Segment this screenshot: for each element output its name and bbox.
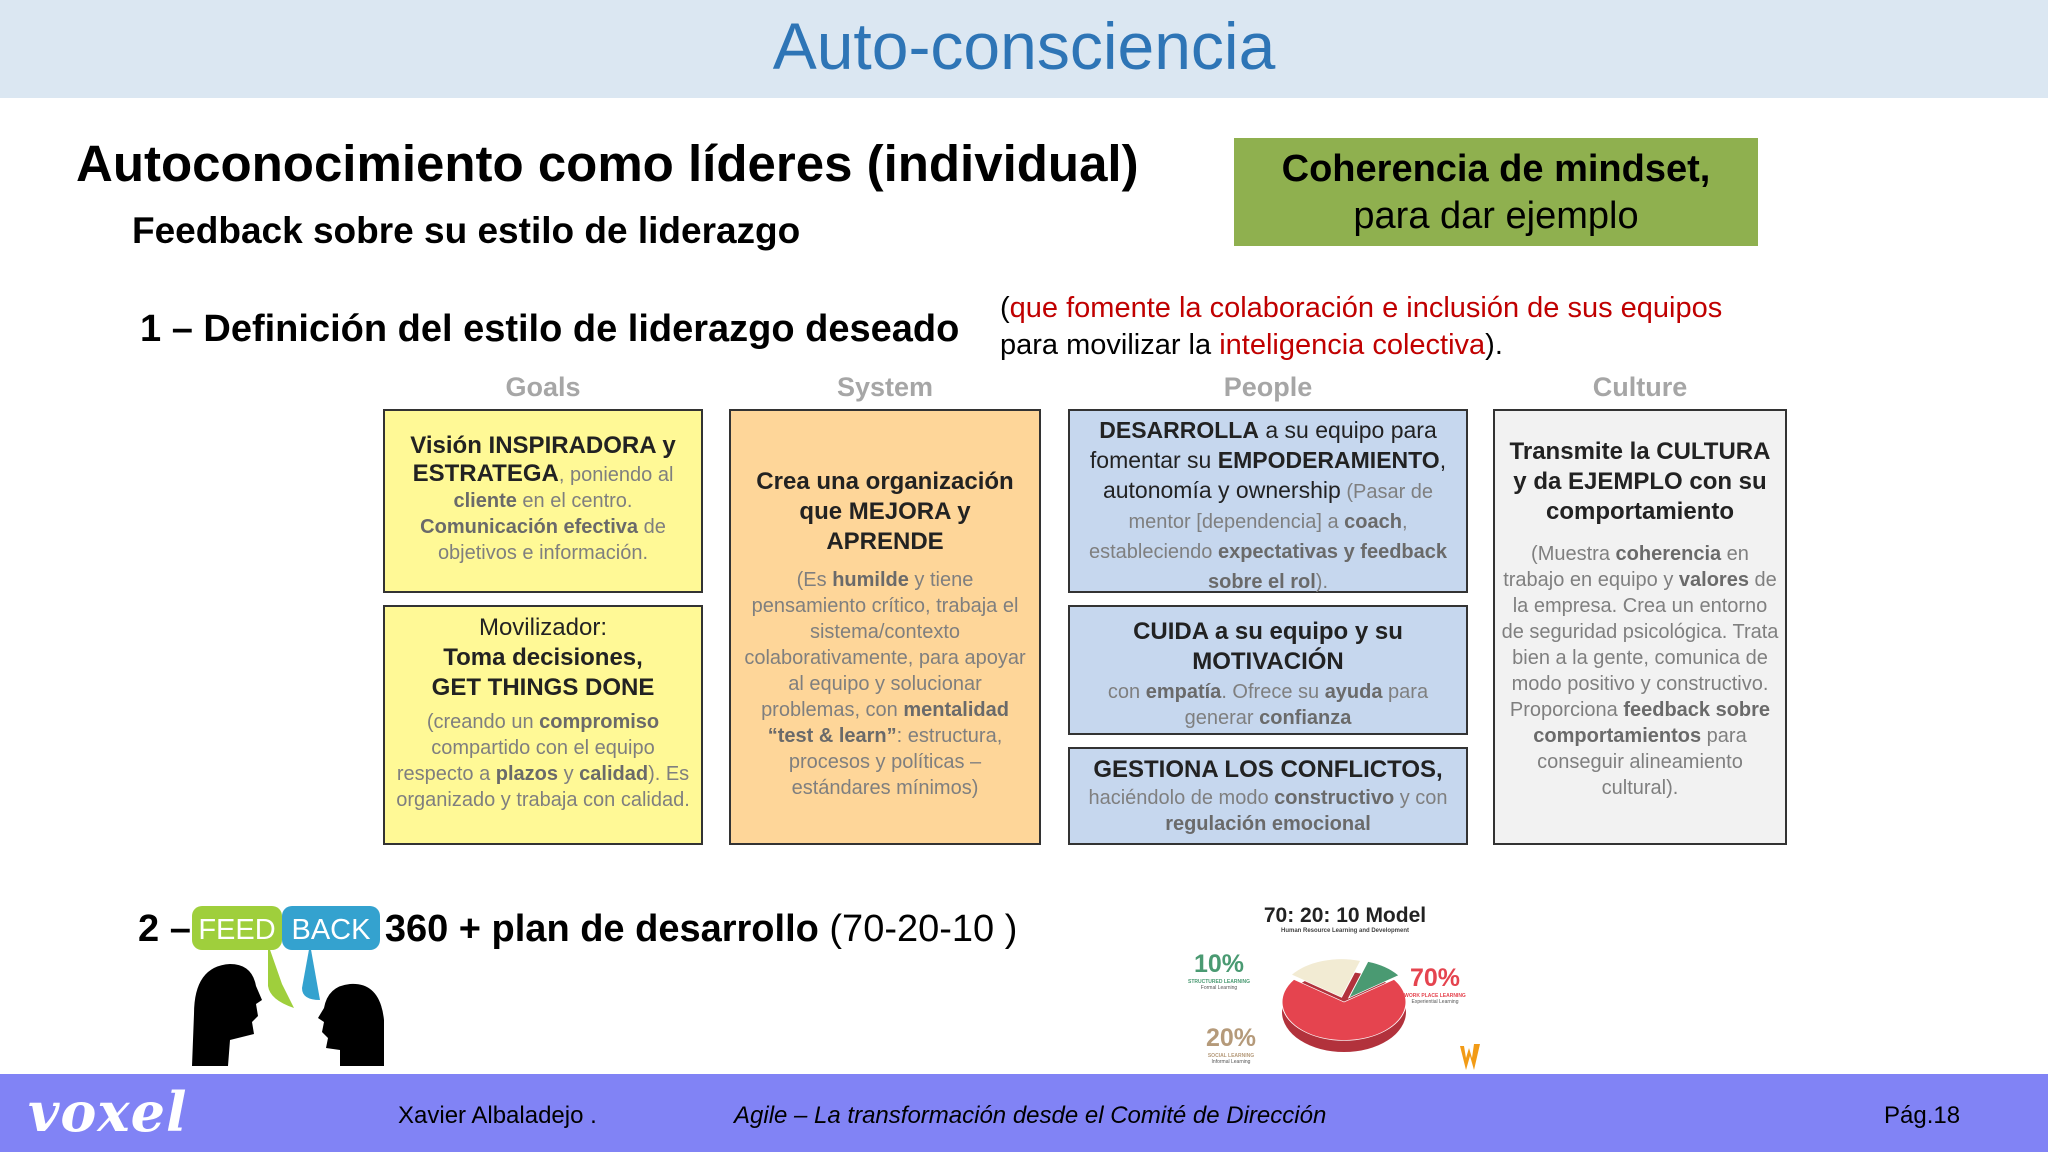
text: Transmite la CULTURA y da EJEMPLO con su comportamiento	[1509, 438, 1771, 525]
text: haciéndolo de modo	[1088, 787, 1275, 809]
text: con	[1107, 681, 1146, 703]
text: SOCIAL LEARNING	[1207, 1053, 1255, 1059]
column-header-goals: Goals	[505, 372, 581, 402]
text: ESTRATEGA	[412, 460, 559, 487]
text: EMPODERAMIENTO	[1217, 447, 1440, 473]
note-mid: para movilizar la	[1000, 329, 1220, 361]
text: expectativas y feedback sobre el rol	[1207, 541, 1447, 593]
head-silhouette-left	[192, 964, 262, 1066]
speech-tail-green	[268, 944, 294, 1008]
mindset-highlight-box	[1234, 138, 1758, 246]
text: y	[655, 432, 676, 459]
column-header-people: People	[1223, 372, 1313, 402]
text: , estableciendo	[1088, 511, 1408, 563]
step-1-label: 1 – Definición del estilo de liderazgo deseado	[140, 308, 960, 350]
note-red-1: que fomente la colaboración e inclusión de sus equipos	[1009, 292, 1723, 324]
step-1-note	[1000, 290, 1722, 364]
text: 10%	[1193, 950, 1245, 978]
text: WORK PLACE LEARNING	[1404, 993, 1466, 999]
text: para generar	[1184, 681, 1429, 729]
note-red-2: inteligencia colectiva	[1219, 329, 1486, 361]
text: INSPIRADORA	[488, 432, 656, 459]
text: , autonomía y ownership	[1102, 447, 1447, 503]
text: STRUCTURED LEARNING	[1188, 979, 1250, 985]
text: a su equipo para fomentar su	[1089, 417, 1437, 473]
feedback-illustration	[190, 904, 386, 1066]
model-legend-70	[1400, 964, 1470, 1005]
model-legend-10	[1184, 950, 1254, 991]
footer-page-number: Pág.18	[1884, 1102, 1961, 1129]
culture-box	[1493, 409, 1787, 845]
text: regulación emocional	[1165, 813, 1371, 835]
text: y tiene pensamiento crítico, trabaja el sistema/contexto colaborativamente, para apoyar al equipo y solucionar problemas, con	[744, 569, 1026, 721]
model-subtitle: Human Resource Learning and Development	[1280, 928, 1410, 934]
text: Comunicación efectiva	[420, 516, 639, 538]
text: valores	[1678, 569, 1749, 591]
text: ).	[1315, 571, 1329, 593]
text: 20%	[1205, 1024, 1257, 1052]
model-pie	[1260, 956, 1420, 1056]
step-2-bold: 360 + plan de desarrollo	[384, 908, 819, 950]
head-silhouette-right	[318, 984, 384, 1066]
text: : estructura, procesos y políticas – estándares mínimos)	[788, 725, 1003, 799]
text: , poniendo al	[558, 464, 674, 486]
highlight-line-2: para dar ejemplo	[1353, 195, 1639, 237]
text: compromiso	[539, 711, 660, 733]
speech-tail-blue	[302, 944, 320, 1000]
text: DESARROLLA	[1099, 417, 1259, 443]
text: 70%	[1409, 964, 1461, 992]
model-70-20-10-graphic	[1180, 898, 1480, 1074]
text: GET THINGS DONE	[431, 674, 655, 701]
text: ). Es organizado y trabaja con calidad.	[396, 763, 690, 811]
text: Informal Learning	[1211, 1059, 1251, 1065]
text: mentalidad	[903, 699, 1009, 721]
text: Visión	[410, 432, 489, 459]
feedback-word-back: BACK	[291, 914, 371, 946]
model-title: 70: 20: 10 Model	[1263, 904, 1427, 927]
column-header-culture: Culture	[1592, 372, 1688, 402]
text: Crea una organización que MEJORA y APRENDE	[756, 468, 1014, 555]
text: (creando un	[426, 711, 540, 733]
text: y	[558, 763, 580, 785]
text: Toma decisiones,	[443, 644, 643, 671]
model-legend-20	[1196, 1024, 1266, 1065]
text: coach	[1344, 511, 1402, 533]
text: Formal Learning	[1200, 985, 1238, 991]
text: confianza	[1259, 707, 1352, 729]
text: “test & learn”	[767, 725, 897, 747]
text: GESTIONA LOS CONFLICTOS,	[1093, 756, 1443, 783]
text: en el centro.	[516, 490, 633, 512]
model-logo-icon	[1458, 1042, 1480, 1072]
text: . Ofrece su	[1221, 681, 1325, 703]
text: (Pasar de mentor [dependencia] a	[1128, 481, 1434, 533]
text: cliente	[453, 490, 517, 512]
column-header-system: System	[836, 372, 934, 402]
highlight-line-1: Coherencia de mindset,	[1281, 148, 1711, 190]
voxel-logo: voxel	[28, 1080, 188, 1144]
text: humilde	[832, 569, 909, 591]
text: empatía	[1145, 681, 1222, 703]
text: coherencia	[1615, 543, 1722, 565]
footer-course: Agile – La transformación desde el Comité de Dirección	[734, 1102, 1327, 1129]
text: constructivo	[1274, 787, 1395, 809]
people-develop-box	[1068, 409, 1468, 593]
goals-mobilizer-box	[383, 605, 703, 845]
logo-mark	[1460, 1044, 1480, 1070]
slide-title: Auto-consciencia	[772, 9, 1276, 83]
text: y con	[1394, 787, 1448, 809]
text: ayuda	[1324, 681, 1383, 703]
text: para conseguir alineamiento cultural).	[1537, 725, 1747, 799]
text: Movilizador:	[478, 614, 608, 641]
text: (Es	[796, 569, 833, 591]
feedback-word-feed: FEED	[198, 914, 276, 946]
text: compartido con el equipo respecto a	[396, 737, 655, 785]
text: (Muestra	[1531, 543, 1616, 565]
step-2-rest: (70-20-10 )	[818, 908, 1018, 950]
text: feedback sobre comportamientos	[1533, 699, 1771, 747]
system-box	[729, 409, 1041, 845]
text: en trabajo en equipo y	[1503, 543, 1749, 591]
text: de la empresa. Crea un entorno de seguridad psicológica. Trata bien a la gente, comunica de modo positivo y constructivo. Proporciona	[1501, 569, 1779, 721]
text: Experiential Learning	[1411, 999, 1459, 1005]
text: CUIDA a su equipo y su MOTIVACIÓN	[1133, 618, 1403, 675]
note-open: (	[1000, 292, 1010, 324]
section-heading: Autoconocimiento como líderes (individual)	[76, 135, 1139, 192]
text: de objetivos e información.	[437, 516, 666, 564]
text: plazos	[495, 763, 559, 785]
people-conflict-box	[1068, 747, 1468, 845]
text: calidad	[579, 763, 649, 785]
section-subheading: Feedback sobre su estilo de liderazgo	[132, 210, 801, 251]
goals-vision-box	[383, 409, 703, 593]
footer-author: Xavier Albaladejo .	[398, 1102, 597, 1129]
note-close: ).	[1485, 329, 1503, 361]
step-2-prefix: 2 –	[138, 908, 191, 950]
people-care-box	[1068, 605, 1468, 735]
